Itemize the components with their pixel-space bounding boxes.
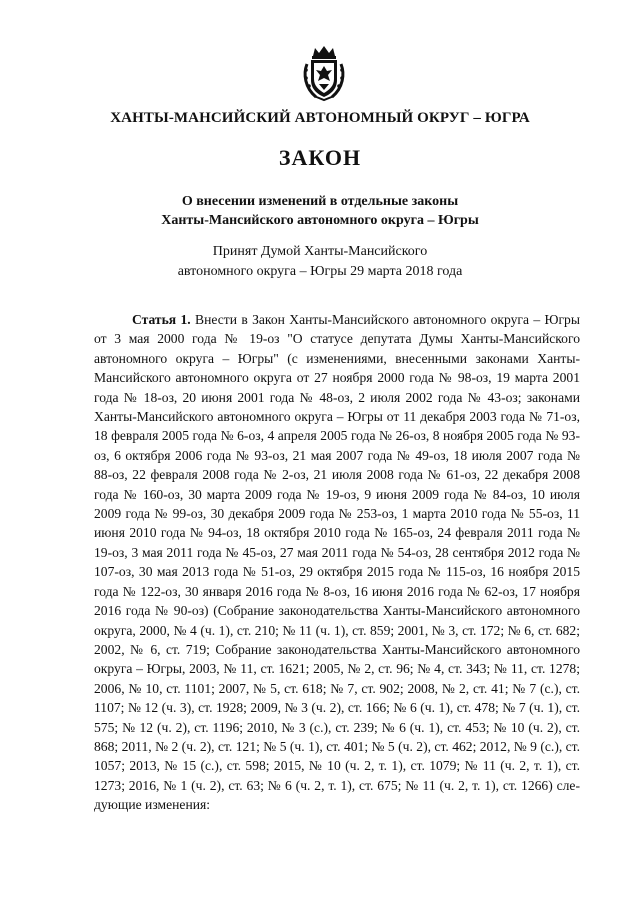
- region-title: ХАНТЫ-МАНСИЙСКИЙ АВТОНОМНЫЙ ОКРУГ – ЮГРА: [110, 110, 530, 126]
- coat-of-arms-icon: [300, 44, 348, 102]
- adoption-note-line: Принят Думой Ханты-Мансийского: [212, 244, 428, 259]
- law-subject-line: Ханты-Мансийского автономного округа – Югры: [161, 213, 479, 228]
- law-subject: [0, 192, 640, 230]
- article-text: Внести в Закон Ханты-Мансийского автономного округа – Югры от 3 мая 2000 года № 19-оз "О статусе депутата Думы Ханты-Мансийского автономного округа – Югры" (с изменениями, внесенными законами Ханты-Мансийского автономного округа от 27 ноября 2000 года № 98-оз, 19 марта 2001 года № 18-оз, 20 июня 2001 года № 48-оз, 2 июля 2002 года № 43-оз; законами Ханты-Мансийского автономного округа – Югры от 11 декабря 2003 года № 71-оз, 18 февраля 2005 года № 6-оз, 4 апреля 2005 года № 26-оз, 8 ноября 2005 года № 93-оз, 6 октября 2006 года № 93-оз, 21 мая 2007 года № 49-оз, 18 июля 2007 года № 88-оз, 22 февраля 2008 года № 2-оз, 21 июля 2008 года № 61-оз, 22 декабря 2008 года № 160-оз, 30 марта 2009 года № 19-оз, 9 июня 2009 года № 84-оз, 10 июля 2009 года № 99-оз, 30 декабря 2009 года № 253-оз, 1 марта 2010 года № 55-оз, 11 июня 2010 года № 94-оз, 18 октября 2010 года № 165-оз, 24 февраля 2011 года № 19-оз, 3 мая 2011 года № 45-оз, 27 мая 2011 года № 54-оз, 28 сентября 2012 года № 107-оз, 30 мая 2013 года № 51-оз, 29 октября 2015 года № 115-оз, 16 ноября 2015 года № 122-оз, 30 января 2016 года № 8-оз, 16 июня 2016 года № 62-оз, 17 ноября 2016 года № 90-оз) (Собрание законодательства Ханты-Мансийского автономного округа, 2000, № 4 (ч. 1), ст. 210; № 11 (ч. 1), ст. 859; 2001, № 3, ст. 172; № 6, ст. 682; 2002, № 6, ст. 719; Собрание законодательства Ханты-Мансийского автономного округа – Югры, 2003, № 11, ст. 1621; 2005, № 2, ст. 96; № 4, ст. 343; № 11, ст. 1278; 2006, № 10, ст. 1101; 2007, № 5, ст. 618; № 7, ст. 902; 2008, № 2, ст. 41; № 7 (с.), ст. 1107; № 12 (ч. 3), ст. 1928; 2009, № 3 (ч. 2), ст. 166; № 6 (ч. 1), ст. 478; № 7 (ч. 1), ст. 575; № 12 (ч. 2), ст. 1196; 2010, № 3 (с.), ст. 239; № 6 (ч. 1), ст. 453; № 10 (ч. 2), ст. 868; 2011, № 2 (ч. 2), ст. 121; № 5 (ч. 1), ст. 401; № 5 (ч. 2), ст. 462; 2012, № 9 (с.), ст. 1057; 2013, № 15 (с.), ст. 598; 2015, № 10 (ч. 2, т. 1), ст. 1079; № 11 (ч. 2, т. 1), ст. 1273; 2016, № 1 (ч. 2), ст. 63; № 6 (ч. 2, т. 1), ст. 675; № 11 (ч. 2, т. 1), ст. 1266) следующие изменения:: [94, 312, 580, 813]
- article-label: Статья 1.: [132, 312, 191, 327]
- article-1-paragraph: [94, 310, 580, 815]
- law-subject-line: О внесении изменений в отдельные законы: [181, 194, 459, 209]
- adoption-note-line: автономного округа – Югры 29 марта 2018 года: [177, 264, 463, 279]
- document-type-title: ЗАКОН: [278, 145, 362, 170]
- adoption-note: [0, 242, 640, 282]
